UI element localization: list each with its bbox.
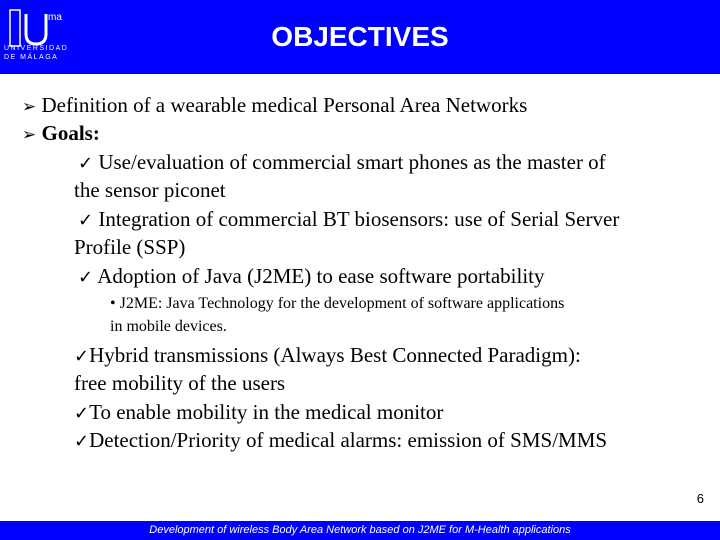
- sub-bullet: • J2ME: Java Technology for the development of software applications: [110, 295, 565, 312]
- footer-text: Development of wireless Body Area Network based on J2ME for M-Health applications: [149, 524, 571, 536]
- slide-footer: [0, 521, 720, 540]
- slide-title: OBJECTIVES: [271, 21, 449, 52]
- goals-heading: ➢ Goals:: [22, 121, 100, 145]
- checkmark-icon: ✓: [78, 210, 94, 231]
- goal-item: ✓To enable mobility in the medical monitor: [74, 400, 444, 424]
- logo-text: UNIVERSIDAD DE MÁLAGA: [4, 45, 69, 61]
- checkmark-icon: ✓: [74, 403, 90, 424]
- goal-item: ✓ Use/evaluation of commercial smart phones as the master of: [78, 150, 606, 174]
- goal-item: ✓Detection/Priority of medical alarms: emission of SMS/MMS: [74, 428, 608, 452]
- goal-item-continued: free mobility of the users: [74, 371, 286, 395]
- sub-bullet-continued: in mobile devices.: [110, 318, 227, 335]
- checkmark-icon: ✓: [74, 431, 90, 452]
- goal-item: ✓Hybrid transmissions (Always Best Connected Paradigm):: [74, 343, 581, 367]
- dot-bullet-icon: •: [110, 295, 116, 312]
- checkmark-icon: ✓: [78, 267, 94, 288]
- objective-line: ➢ Definition of a wearable medical Personal Area Networks: [22, 93, 528, 117]
- checkmark-icon: ✓: [78, 153, 94, 174]
- goal-item-continued: Profile (SSP): [74, 235, 186, 259]
- arrow-bullet-icon: ➢: [22, 97, 37, 117]
- checkmark-icon: ✓: [74, 346, 90, 367]
- slide-header: [0, 0, 720, 74]
- goal-item: ✓ Integration of commercial BT biosensors: use of Serial Server: [78, 207, 620, 231]
- logo-mark: ma: [48, 12, 62, 23]
- goal-item: ✓ Adoption of Java (J2ME) to ease software portability: [78, 264, 545, 288]
- goal-item-continued: the sensor piconet: [74, 178, 226, 202]
- arrow-bullet-icon: ➢: [22, 125, 37, 145]
- page-number: 6: [696, 491, 704, 506]
